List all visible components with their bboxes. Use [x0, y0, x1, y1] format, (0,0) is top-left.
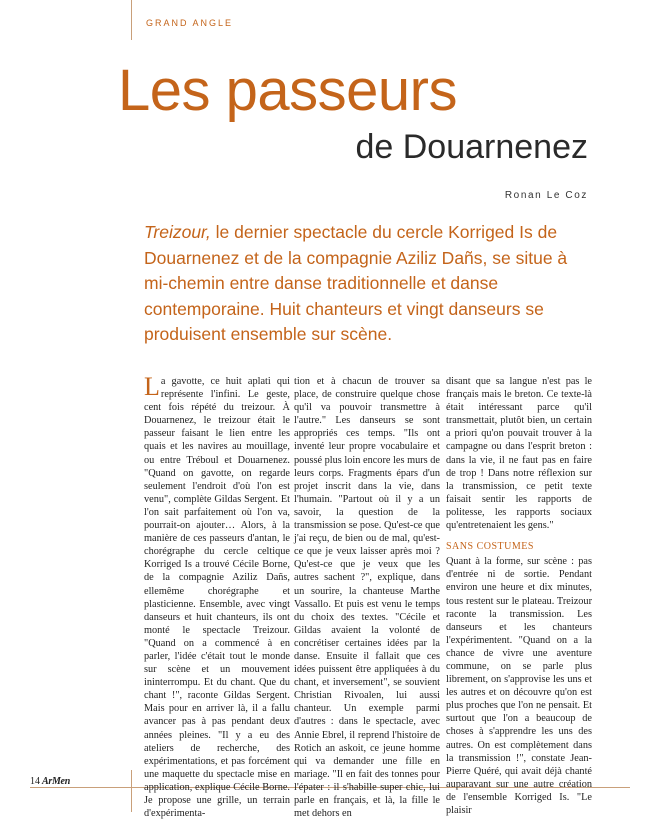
subheading: SANS COSTUMES [446, 541, 534, 553]
column-1-text: a gavotte, ce huit aplati qui représente l'infini. Le geste, cent fois répété du treizour. À Douarnenez, le treizour était le passeur faisant le lien entre les quais et les navires au mouillage, ou entre Tréboul et Douarnenez. "Quand on gavotte, on regarde seulement l'endroit d'où l'on est venu", complète Gildas Sergent. Et l'on sait parfaitement où l'on va, pourrait-on ajouter… Alors, à la manière de ces passeurs d'antan, le chorégraphe du cercle celtique Korriged Is a trouvé Cécile Borne, de la compagnie Aziliz Dañs, ellemême chorégraphe et plasticienne. Ensemble, avec vingt danseurs et huit chanteurs, ils ont monté le spectacle Treizour. "Quand on a commencé à en parler, l'idée c'était tout le monde sur scène et un mouvement ininterrompu. Et du chant. Que du chant !", raconte Gildas Sergent. Mais pour en arriver là, il a fallu avancer pas à pas pendant deux années pleines. "Il y a eu des ateliers de recherche, des expérimentations, et pas forcément une maquette du spectacle mise en application, explique Cécile Borne. Je propose une grille, un terrain d'expérimenta- [144, 376, 290, 820]
lede-paragraph [144, 220, 590, 348]
page-folio [30, 776, 70, 787]
column-3-text-b: Quant à la forme, sur scène : pas d'entrée ni de sortie. Pendant environ une heure et dix minutes, tous restent sur le plateau. Treizour raconte la transmission. Les danseurs et les chanteurs l'expérimentent. "Quand on a la chance de vivre une aventure commune, on se parle plus librement, on s'approvise les uns et les autres et on découvre qu'on est plus proches que l'on ne pensait. Et surtout que l'on a beaucoup de choses à s'apprendre les uns des autres. On est complètement dans la transmission !", constate Jean-Pierre Quéré, qui avait déjà chanté auparavant sur une autre création de l'ensemble Korriged Is. "Le plaisir [446, 556, 592, 816]
article-title: Les passeurs [118, 58, 457, 123]
article-subtitle: de Douarnenez [355, 128, 588, 166]
drop-cap: L [144, 372, 160, 401]
magazine-logo: ArMen [42, 776, 70, 787]
section-label: GRAND ANGLE [146, 18, 234, 28]
lede-text: le dernier spectacle du cercle Korriged Is de Douarnenez et de la compagnie Aziliz Dañs, se situe à mi-chemin entre danse traditionnelle et danse contemporaine. Huit chanteurs et vingt danseurs se produisent ensemble sur scène. [144, 222, 568, 344]
body-column-2 [294, 375, 440, 820]
author-byline: Ronan Le Coz [504, 190, 588, 201]
column-3-text-a: disant que sa langue n'est pas le français mais le breton. Ce texte-là était intéressant parce qu'il transmettait, plutôt bien, un certain a priori qu'on pouvait trouver à la campagne ou dans l'esprit breton : dans la vie, il ne faut pas en faire de trop ! Dans notre réflexion sur la transmission, ce petit texte faisait sentir les rapports de politesse, les rapports sociaux qu'entretenaient les gens." [446, 376, 592, 532]
column-2-text: tion et à chacun de trouver sa place, de construire quelque chose qu'il va pouvoir transmettre à l'autre." Les danseurs se sont appropriés ces temps. "Ils ont inventé leur propre vocabulaire et poussé plus loin encore les murs de leurs corps. Fragments épars d'un projet inscrit dans la vie, dans l'humain. "Partout où il y a un savoir, la question de la transmission se pose. Qu'est-ce que j'ai reçu, de bien ou de mal, qu'est-ce que je veux laisser après moi ? Qu'est-ce que je veux que les autres sachent ?", explique, dans un sourire, la chanteuse Marthe Vassallo. Et puis est venu le temps du choix des textes. "Cécile et Gildas avaient la volonté de concrétiser certaines idées par la danse. Ensuite il fallait que ces idées puissent être appliquées à du chant, et inversement", se souvient Christian Rivoalen, lui aussi chanteur. Un exemple parmi d'autres : dans le spectacle, avec Annie Ebrel, il reprend l'histoire de Rotich an askoit, ce jeune homme qui va demander une fille en mariage. "Il en fait des tonnes pour l'épater : il s'habille super chic, lui parle en français, et là, la fille le met dehors en [294, 376, 440, 820]
body-column-3 [446, 375, 592, 817]
lede-show-title: Treizour, [144, 222, 211, 242]
top-vertical-rule [131, 0, 132, 40]
body-column-1 [144, 372, 290, 820]
bottom-vertical-rule [131, 770, 132, 812]
page-number: 14 [30, 776, 40, 787]
